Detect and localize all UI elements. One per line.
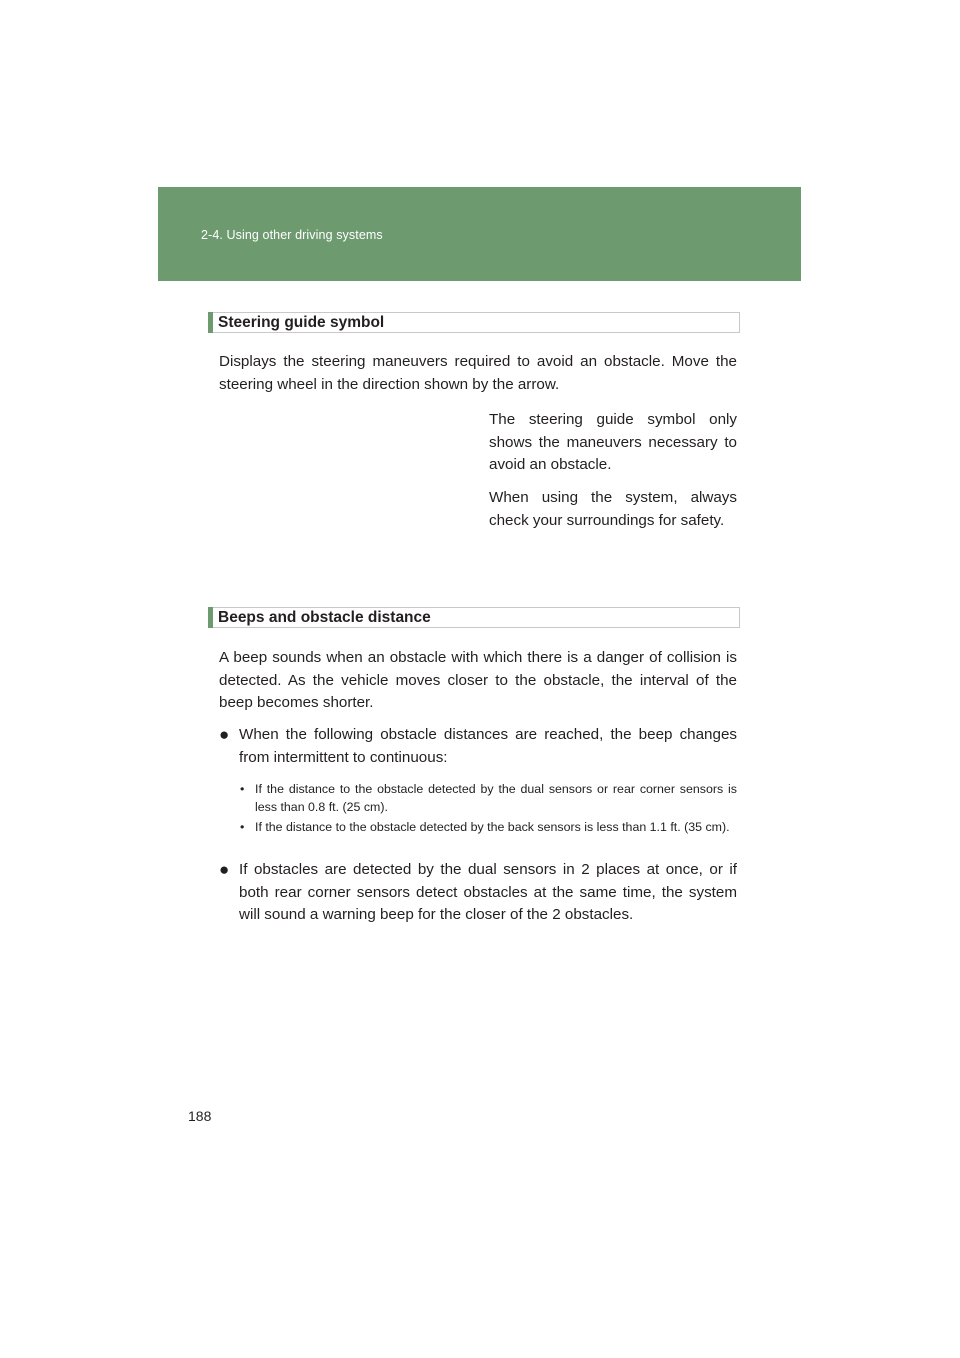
steering-intro-paragraph: Displays the steering maneuvers required to avoid an obstacle. Move the steering wheel in the direction shown by the arrow. — [219, 353, 737, 393]
bullet-dot-icon: ● — [219, 725, 230, 744]
section-heading-beeps — [208, 607, 740, 628]
beeps-intro-paragraph: A beep sounds when an obstacle with which there is a danger of collision is detected. As the vehicle moves closer to the obstacle, the interval of the beep becomes shorter. — [219, 649, 737, 712]
sub-bullet-icon: • — [240, 782, 245, 796]
sub-item-text: If the distance to the obstacle detected by the back sensors is less than 1.1 ft. (35 cm). — [255, 820, 730, 834]
steering-note-safety: When using the system, always check your surroundings for safety. — [489, 489, 737, 529]
section-heading-title: Beeps and obstacle distance — [218, 609, 431, 626]
bullet-text: When the following obstacle distances are reached, the beep changes from intermittent to continuous: — [239, 726, 737, 766]
section-heading-accent-bar — [208, 312, 213, 333]
chapter-section-label: 2-4. Using other driving systems — [201, 228, 383, 242]
chapter-header-band — [158, 187, 801, 281]
bullet-dot-icon: ● — [219, 860, 230, 879]
section-heading-title: Steering guide symbol — [218, 314, 385, 331]
steering-note-maneuvers: The steering guide symbol only shows the maneuvers necessary to avoid an obstacle. — [489, 411, 737, 474]
bullet-text: If obstacles are detected by the dual sensors in 2 places at once, or if both rear corner sensors detect obstacles at the same time, the system will sound a warning beep for the closer of the 2 obstacles. — [239, 861, 737, 924]
section-heading-steering-guide — [208, 312, 740, 333]
sub-bullet-icon: • — [240, 820, 245, 834]
section-heading-accent-bar — [208, 607, 213, 628]
sub-item-text: If the distance to the obstacle detected by the dual sensors or rear corner sensors is less than 0.8 ft. (25 cm). — [255, 782, 737, 815]
page-number: 188 — [188, 1108, 212, 1124]
